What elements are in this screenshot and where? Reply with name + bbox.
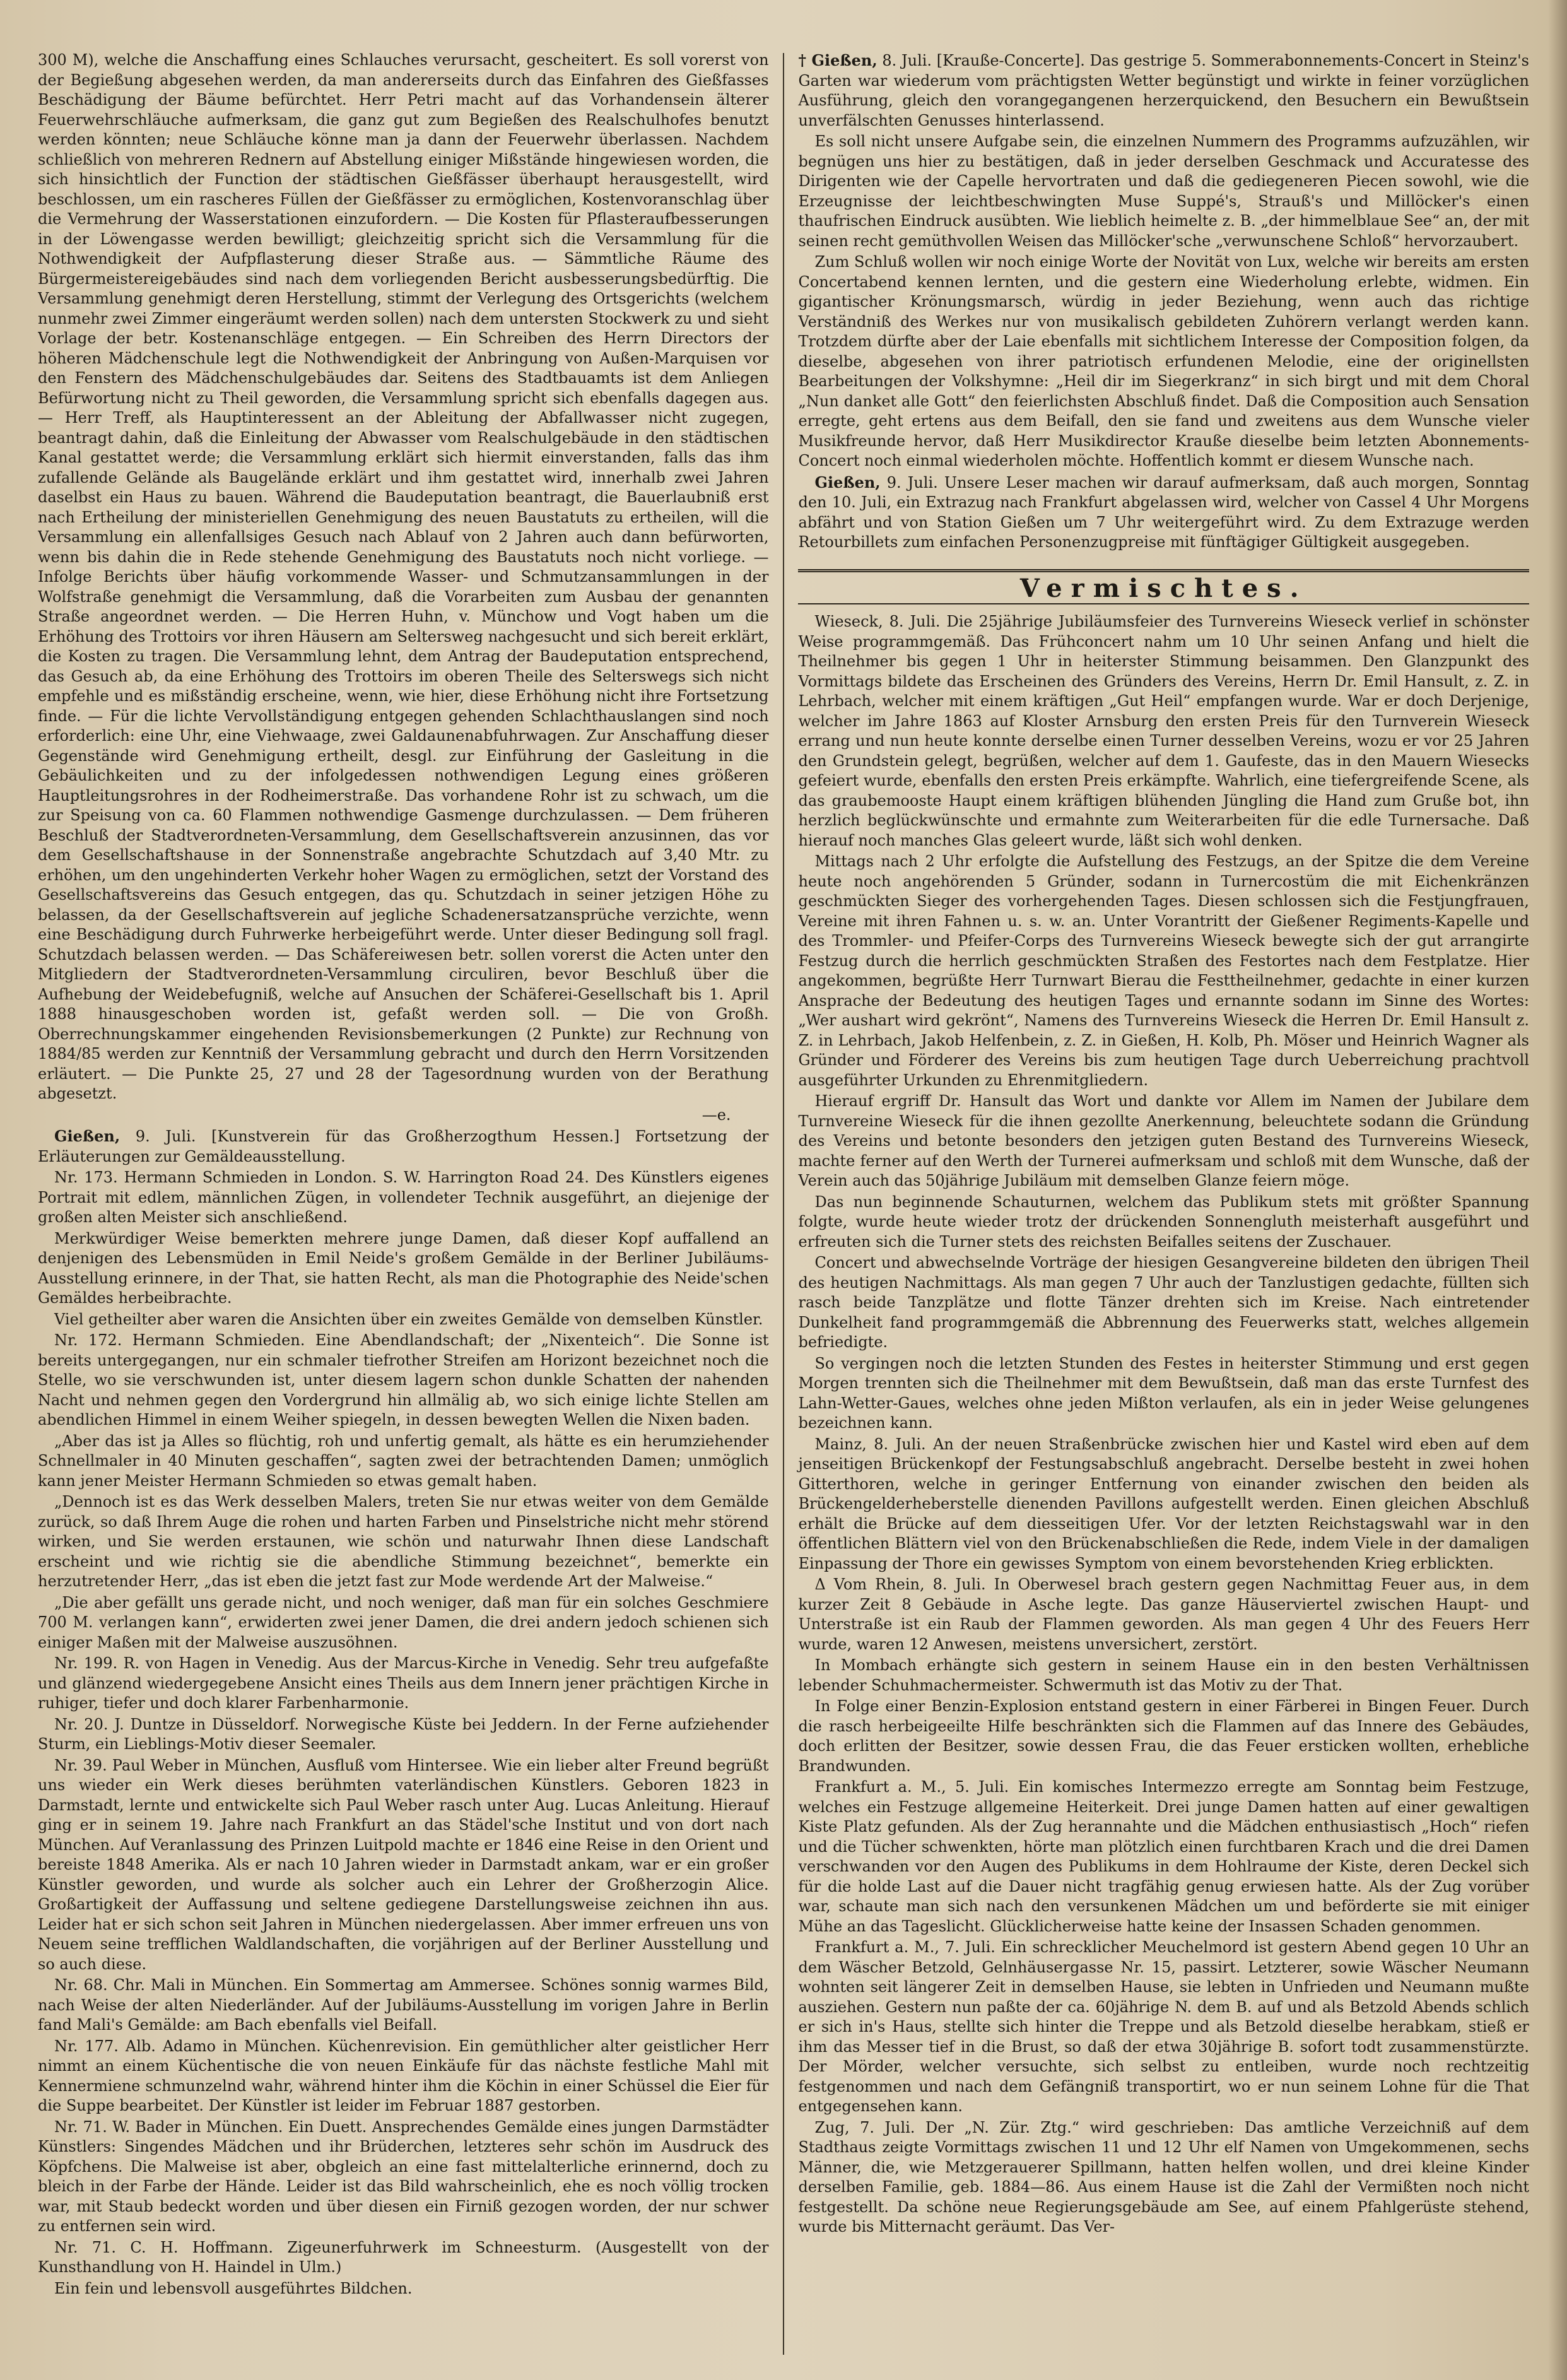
rhein-report-3: In Folge einer Benzin-Explosion entstand gestern in einer Färberei in Bingen Feuer. Durch die rasch herbeigeeilte Hilfe beschränkten sich die Flammen auf das Innere des Gebäudes, doch erlitten der Besitzer, sowie dessen Frau, die das Feuer ersticken wollten, erhebliche Brandwunden.	[798, 1697, 1529, 1775]
concert-report-text: 8. Juli. [Krauße-Concerte]. Das gestrige 5. Sommerabonnements-Concert in Steinz's Garten war wiederum vom prächtigsten Wetter begünstigt und wirkte in feiner vorzüglichen Ausführung, gleich den vorangegangenen herzerquickend, den Besuchern ein Bewußtsein unverfälschten Genusses hinterlassend.	[798, 52, 1529, 129]
page-edge-shadow	[1548, 0, 1567, 2380]
rhein-report-2: In Mombach erhängte sich gestern in seinem Hause ein in den besten Verhältnissen lebender Schuhmachermeister. Schwermuth ist das Motiv zu der That.	[798, 1656, 1529, 1694]
entry-173-remark: Merkwürdiger Weise bemerkten mehrere junge Damen, daß dieser Kopf auffallend an denjenigen des Lebensmüden in Emil Neide's großem Gemälde in der Berliner Jubiläums-Ausstellung erinnere, in der That, sie hatten Recht, als man die Photographie des Neide'schen Gemäldes herbeibrachte.	[38, 1229, 769, 1307]
entry-199: Nr. 199. R. von Hagen in Venedig. Aus der Marcus-Kirche in Venedig. Sehr treu aufgefaßte und glänzend wiedergegebene Ansicht eines Theils aus dem Innern jener prächtigen Kirche in ruhiger, tiefer und doch klarer Farbenharmonie.	[38, 1654, 769, 1712]
entry-173-note: Viel getheilter aber waren die Ansichten über ein zweites Gemälde von demselben Künstler.	[54, 1310, 763, 1328]
columns	[38, 50, 1529, 2355]
kunstverein-intro-text: 9. Juli. [Kunstverein für das Großherzogthum Hessen.] Fortsetzung der Erläuterungen zur Gemäldeausstellung.	[38, 1128, 769, 1165]
mainz-report: Mainz, 8. Juli. An der neuen Straßenbrücke zwischen hier und Kastel wird eben auf dem jenseitigen Brückenkopf der Festungsabschluß angebracht. Derselbe besteht in zwei hohen Gitterthoren, welche in geringer Entfernung von einander zwischen den beiden als Brückengelderheberstelle dienenden Pavillons aufgestellt werden. Einen gleichen Abschluß erhält die Brücke auf dem diesseitigen Ufer. Vor der letzten Reichstagswahl war in den öffentlichen Blättern viel von den Brückenabschließen die Rede, indem Viele in der damaligen Einpassung der Thore ein gewisses Symptom von einem bevorstehenden Krieg erblickten.	[798, 1435, 1529, 1572]
entry-172-quote-3: „Die aber gefällt uns gerade nicht, und noch weniger, daß man für ein solches Geschmiere 700 M. verlangen kann“, erwiderten zwei jener Damen, die drei andern jedoch schienen sich einiger Maßen mit der Malweise auszusöhnen.	[38, 1593, 769, 1651]
section-heading: Vermischtes.	[798, 569, 1529, 605]
entry-172: Nr. 172. Hermann Schmieden. Eine Abendlandschaft; der „Nixenteich“. Die Sonne ist bereits untergegangen, nur ein schmaler tiefrother Streifen am Horizont bezeichnet noch die Stelle, wo sie verschwunden ist, unter diesem lagern schon dunkle Schatten der nahenden Nacht und nehmen gegen den Vordergrund hin allmälig ab, wo sich einige lichte Stellen am abendlichen Himmel in einem Weiher spiegeln, in dessen bewegten Wellen die Nixen baden.	[38, 1331, 769, 1429]
left-column	[38, 50, 783, 2355]
concert-program: Es soll nicht unsere Aufgabe sein, die einzelnen Nummern des Programms aufzuzählen, wir begnügen uns hier zu bestätigen, daß in jeder derselben Geschmack und Accuratesse des Dirigenten wie der Capelle hervortraten und daß die gediegeneren Piecen sowohl, wie die Erzeugnisse der leichtbeschwingten Muse Suppé's, Strauß's und Millöcker's einen thaufrischen Eindruck ausübten. Wie lieblich heimelte z. B. „der himmelblaue See“ an, der mit seinen recht gemüthvollen Weisen das Millöcker'sche „verwunschene Schloß“ hervorzaubert.	[798, 133, 1529, 250]
entry-172-quote-2: „Dennoch ist es das Werk desselben Malers, treten Sie nur etwas weiter von dem Gemälde zurück, so daß Ihrem Auge die rohen und harten Farben und Pinselstriche nicht mehr störend wirken, und Sie werden erstaunen, wie schön und naturwahr Ihnen diese Landschaft erscheint und wie richtig sie die abendliche Stimmung bezeichnet“, bemerkte ein herzutretender Herr, „das ist eben die jetzt fast zur Mode werdende Art der Malweise.“	[38, 1493, 769, 1590]
concert-novelty: Zum Schluß wollen wir noch einige Worte der Novität von Lux, welche wir bereits am ersten Concertabend kennen lernten, und die gestern eine Wiederholung erlebte, widmen. Ein gigantischer Krönungsmarsch, würdig in jeder Beziehung, wenn auch das richtige Verständniß des Werkes nur von musikalisch gebildeten Zuhörern verlangt werden kann. Trotzdem dürfte aber der Laie ebenfalls mit sichtlichem Interesse der Composition folgen, da dieselbe, abgesehen von ihrer patriotisch erfundenen Melodie, eine der originellsten Bearbeitungen der Volkshymne: „Heil dir im Siegerkranz“ in sich birgt und mit dem Choral „Nun danket alle Gott“ den feierlichsten Abschluß findet. Daß die Composition auch Sensation erregte, geht ertens aus dem Beifall, den sie fand und zweitens aus dem Wunsche vieler Musikfreunde hervor, daß Herr Musikdirector Krauße dieselbe beim letzten Abonnements-Concert noch einmal wiederholen möchte. Hoffentlich kommt er diesem Wunsche nach.	[798, 253, 1529, 469]
zug-report: Zug, 7. Juli. Der „N. Zür. Ztg.“ wird geschrieben: Das amtliche Verzeichniß auf dem Stadthaus zeigte Vormittags zwischen 11 und 12 Uhr elf Namen von Umgekommenen, sechs Männer, die, wie Metzgerauerer Spillmann, hatten helfen wollen, und drei kleine Kinder derselben Familie, geb. 1884—86. Aus einem Hause ist die Zahl der Vermißten noch nicht festgestellt. Da schöne neue Regierungsgebäude am See, auf einem Pfahlgerüste stehend, wurde bis Mitternacht geräumt. Das Ver-	[798, 2118, 1529, 2236]
kunstverein-intro	[38, 1126, 769, 1167]
wieseck-3: Hierauf ergriff Dr. Hansult das Wort und dankte vor Allem im Namen der Jubilare dem Turnvereine Wieseck für die ihnen gezollte Anerkennung, beleuchtete sodann die Gründung des Vereins und betonte besonders den jetzigen guten Bestand des Turnvereins Wieseck, machte ferner auf den Werth der Turnerei aufmerksam und schloß mit dem Wunsche, daß der Verein auch das 50jährige Jubiläum mit demselben Glanze feiern möge.	[798, 1092, 1529, 1189]
frankfurt-report-1: Frankfurt a. M., 5. Juli. Ein komisches Intermezzo erregte am Sonntag beim Festzuge, welches ein Festzuge allgemeine Heiterkeit. Drei junge Damen hatten auf einer gewaltigen Kiste Platz gefunden. Als der Zug herannahte und die Mädchen enthusiastisch „Hoch“ riefen und die Tücher schwenkten, hörte man plötzlich einen furchtbaren Krach und die drei Damen verschwanden vor den Augen des Publikums in dem Hohlraume der Kiste, deren Deckel sich für die holde Last auf die Dauer nicht tragfähig genug erwiesen hatte. Als der Zug vorüber war, schaute man sich nach den versunkenen Mädchen um und beförderte sie mit einiger Mühe an das Tageslicht. Glücklicherweise hatte keine der Insassen Schaden genommen.	[798, 1778, 1529, 1935]
entry-177: Nr. 177. Alb. Adamo in München. Küchenrevision. Ein gemüthlicher alter geistlicher Herr nimmt an einem Küchentische die von neuen Einkäufe für das nächste festliche Mahl mit Kennermiene schmunzelnd wahr, während hinter ihm die Köchin in einer Schüssel die Eier für die Suppe bearbeitet. Der Künstler ist leider im Februar 1887 gestorben.	[38, 2037, 769, 2114]
entry-68: Nr. 68. Chr. Mali in München. Ein Sommertag am Ammersee. Schönes sonnig warmes Bild, nach Weise der alten Niederländer. Auf der Jubiläums-Ausstellung im vorigen Jahre in Berlin fand Mali's Gemälde: am Bach ebenfalls viel Beifall.	[38, 1976, 769, 2034]
rhein-report-1: Δ Vom Rhein, 8. Juli. In Oberwesel brach gestern gegen Nachmittag Feuer aus, in dem kurzer Zeit 8 Gebäude in Asche legte. Das ganze Häuserviertel zwischen Haupt- und Unterstraße ist ein Raub der Flammen geworden. Als man gegen 4 Uhr des Feuers Herr wurde, waren 12 Anwesen, meistens unversichert, zerstört.	[798, 1576, 1529, 1653]
entry-71-note: Ein fein und lebensvoll ausgeführtes Bildchen.	[54, 2279, 413, 2297]
dateline-train: Gießen,	[814, 473, 881, 492]
entry-173: Nr. 173. Hermann Schmieden in London. S. W. Harrington Road 24. Des Künstlers eigenes Portrait mit edlem, männlichen Zügen, in vollendeter Technik ausgeführt, an diejenige der großen alten Meister sich anschließend.	[38, 1169, 769, 1226]
wieseck-4: Das nun beginnende Schauturnen, welchem das Publikum stets mit größter Spannung folgte, wurde heute wieder trotz der drückenden Sonnengluth meisterhaft ausgeführt und erfreuten sich die Turner stets des reichsten Beifalles seitens der Zuschauer.	[798, 1193, 1529, 1251]
concert-report	[798, 50, 1529, 131]
entry-71-hoffmann: Nr. 71. C. H. Hoffmann. Zigeunerfuhrwerk im Schneesturm. (Ausgestellt von der Kunsthandlung von H. Haindel in Ulm.)	[38, 2238, 769, 2276]
wieseck-5: Concert und abwechselnde Vorträge der hiesigen Gesangvereine bildeten den übrigen Theil des heutigen Nachmittags. Als man gegen 7 Uhr auch der Tanzlustigen gedachte, füllten sich rasch beide Tanzplätze und flotte Tänzer drehten sich im Kreise. Nach eintretender Dunkelheit fand programmgemäß die Abbrennung des Feuerwerks statt, welches allgemein befriedigte.	[798, 1254, 1529, 1351]
wieseck-6: So vergingen noch die letzten Stunden des Festes in heiterster Stimmung und erst gegen Morgen trennten sich die Theilnehmer mit dem Bewußtsein, daß man das erste Turnfest des Lahn-Wetter-Gaues, welches ohne jeden Mißton verlaufen, als ein in jeder Weise gelungenes bezeichnen kann.	[798, 1354, 1529, 1432]
wieseck-2: Mittags nach 2 Uhr erfolgte die Aufstellung des Festzugs, an der Spitze die dem Vereine heute noch angehörenden 5 Gründer, sodann in Turnercostüm die mit Eichenkränzen geschmückten Sieger des vorhergehenden Tages. Diesen schlossen sich die Festjungfrauen, Vereine mit ihren Fahnen u. s. w. an. Unter Vorantritt der Gießener Regiments-Kapelle und des Trommler- und Pfeifer-Corps des Turnvereins Wieseck bewegte sich der gut arrangirte Festzug durch die herrlich geschmückten Straßen des Festortes nach dem Festplatze. Hier angekommen, begrüßte Herr Turnwart Bierau die Festtheilnehmer, gedachte in einer kurzen Ansprache der Bedeutung des heutigen Tages und ernannte sodann im Sinne des Wortes: „Wer aushart wird gekrönt“, Namens des Turnvereins Wieseck die Herren Dr. Emil Hansult z. Z. in Lehrbach, Jakob Helfenbein, z. Z. in Gießen, H. Kolb, Ph. Möser und Heinrich Wagner als Gründer und Förderer des Vereins bis zum heutigen Tage durch Ueberreichung prachtvoll ausgeführter Urkunden zu Ehrenmitgliedern.	[798, 852, 1529, 1089]
entry-39: Nr. 39. Paul Weber in München, Ausfluß vom Hintersee. Wie ein lieber alter Freund begrüßt uns wieder ein Werk dieses berühmten vaterländischen Künstlers. Geboren 1823 in Darmstadt, lernte und entwickelte sich Paul Weber rasch unter Aug. Lucas Anleitung. Hierauf ging er in seinem 19. Jahre nach Frankfurt an das Städel'sche Institut und von dort nach München. Auf Veranlassung des Prinzen Luitpold machte er 1846 eine Reise in den Orient und bereiste 1848 Amerika. Als er nach 10 Jahren wieder in Darmstadt ankam, war er ein großer Künstler geworden, und wurde als solcher auch ein Lehrer der Großherzogin Alice. Großartigkeit der Auffassung und seltene gediegene Darstellungsweise zeichnen ihn aus. Leider hat er sich schon seit Jahren in München niedergelassen. Aber immer erfreuen uns von Neuem seine trefflichen Waldlandschaften, die vorjährigen auf der Berliner Ausstellung und so auch diese.	[38, 1756, 769, 1973]
wieseck-1: Wieseck, 8. Juli. Die 25jährige Jubiläumsfeier des Turnvereins Wieseck verlief in schönster Weise programmgemäß. Das Frühconcert nahm um 10 Uhr seinen Anfang und hielt die Theilnehmer bis gegen 1 Uhr in heiterster Stimmung beisammen. Den Glanzpunkt des Vormittags bildete das Erscheinen des Gründers des Vereins, Herrn Dr. Emil Hansult, z. Z. in Lehrbach, welcher mit einem kräftigen „Gut Heil“ empfangen wurde. War er doch Derjenige, welcher im Jahre 1863 auf Kloster Arnsburg den ersten Preis für den Turnverein Wieseck errang und nun heute konnte derselbe einen Turner desselben Vereins, wozu er vor 25 Jahren den Grundstein gelegt, begrüßen, welcher auf dem 1. Gaufeste, das in den Mauern Wiesecks gefeiert wurde, ebenfalls den ersten Preis erkämpfte. Wahrlich, eine tiefergreifende Scene, als das graubemooste Haupt einem kräftigen blühenden Jüngling die Hand zum Gruße bot, ihn herzlich beglückwünschte und ermahnte zum Weiterarbeiten für die edle Turnersache. Daß hierauf noch manches Glas geleert wurde, läßt sich wohl denken.	[798, 613, 1529, 849]
entry-71-bader: Nr. 71. W. Bader in München. Ein Duett. Ansprechendes Gemälde eines jungen Darmstädter Künstlers: Singendes Mädchen und ihr Brüderchen, letzteres sehr schön im Ausdruck des Köpfchens. Die Malweise ist aber, obgleich an eine fast mittelalterliche erinnernd, doch zu bleich in der Farbe der Hände. Leider ist das Bild wahrscheinlich, ehe es noch völlig trocken war, mit Staub bedeckt worden und über diesen ein Firniß gezogen worden, der nur schwer zu entfernen sein wird.	[38, 2118, 769, 2235]
entry-172-quote-1: „Aber das ist ja Alles so flüchtig, roh und unfertig gemalt, als hätte es ein herumziehender Schnellmaler in 40 Minuten geschaffen“, sagten zwei der betrachtenden Damen; unmöglich kann jener Meister Hermann Schmieden so etwas gemalt haben.	[38, 1432, 769, 1490]
extra-train-text: 9. Juli. Unsere Leser machen wir darauf aufmerksam, daß auch morgen, Sonntag den 10. Juli, ein Extrazug nach Frankfurt abgelassen wird, welcher von Cassel 4 Uhr Morgens abfährt und von Station Gießen um 7 Uhr weitergeführt wird. Zu dem Extrazuge werden Retourbillets zum einfachen Personenzugpreise mit fünftägiger Gültigkeit ausgegeben.	[798, 473, 1529, 551]
author-signature: —e.	[701, 1105, 731, 1124]
council-report: 300 M), welche die Anschaffung eines Schlauches verursacht, gescheitert. Es soll vorerst von der Begießung abgesehen werden, da man andererseits durch das Einfahren des Gießfasses Beschädigung der Bäume befürchtet. Herr Petri macht auf das Vorhandensein älterer Feuerwehrschläuche aufmerksam, die ganz gut zum Begießen des Realschulhofes benutzt werden könnten; neue Schläuche könne man ja dann der Feuerwehr überlassen. Nachdem schließlich von mehreren Rednern auf Abstellung einiger Mißstände hingewiesen worden, die sich hinsichtlich der Function der städtischen Gießfässer überhaupt herausgestellt, wird beschlossen, um ein rascheres Füllen der Gießfässer zu ermöglichen, Kostenvoranschlag über die Vermehrung der Wasserstationen einzufordern. — Die Kosten für Pflasteraufbesserungen in der Löwengasse werden bewilligt; gleichzeitig spricht sich die Versammlung für die Nothwendigkeit der Aufpflasterung dieser Straße aus. — Sämmtliche Räume des Bürgermeistereigebäudes sind nach dem vorliegenden Bericht ausbesserungsbedürftig. Die Versammlung genehmigt deren Herstellung, stimmt der Verlegung des Ortsgerichts (welchem nunmehr zwei Zimmer eingeräumt werden sollen) nach dem untersten Stockwerk zu und sieht Vorlage der betr. Kostenanschläge entgegen. — Ein Schreiben des Herrn Directors der höheren Mädchenschule legt die Nothwendigkeit der Anbringung von Außen-Marquisen vor den Fenstern des Mädchenschulgebäudes dar. Seitens des Stadtbauamts ist dem Anliegen Befürwortung nicht zu Theil geworden, die Versammlung spricht sich ebenfalls dagegen aus. — Herr Treff, als Hauptinteressent an der Ableitung der Abfallwasser nicht zugegen, beantragt dahin, daß die Einleitung der Abwasser vom Realschulgebäude in den städtischen Kanal gestattet werde; die Versammlung erklärt sich hiermit einverstanden, falls das ihm zufallende Gelände als Baugelände erklärt und ihm gestattet wird, innerhalb zwei Jahren daselbst ein Haus zu bauen. Während die Baudeputation beantragt, die Bauerlaubniß erst nach Ertheilung der ministeriellen Genehmigung des neuen Baustatuts zu ertheilen, will die Versammlung ein allenfallsiges Gesuch nach Ablauf von 2 Jahren auch dann befürworten, wenn bis dahin die in Rede stehende Genehmigung des Baustatuts noch nicht vorliege. — Infolge Berichts über häufig vorkommende Wasser- und Schmutzansammlungen in der Wolfstraße genehmigt die Versammlung, daß die Vorarbeiten zum Ausbau der genannten Straße angeordnet werden. — Die Herren Huhn, v. Münchow und Vogt haben um die Erhöhung des Trottoirs vor ihren Häusern am Seltersweg nachgesucht und sich bereit erklärt, die Kosten zu tragen. Die Versammlung lehnt, dem Antrag der Baudeputation entsprechend, das Gesuch ab, da eine Erhöhung des Trottoirs im oberen Theile des Selterswegs sich nicht empfehle und es mißständig erscheine, wenn, wie hier, diese Erhöhung nicht ihre Fortsetzung finde. — Für die lichte Vervollständigung entgegen gehenden Schlachthauslangen sind noch erforderlich: eine Uhr, eine Viehwaage, zwei Galdaunenabfuhrwagen. Zur Anschaffung dieser Gegenstände wird Genehmigung ertheilt, desgl. zur Einführung der Gasleitung in die Gebäulichkeiten und zu der infolgedessen nothwendigen Legung eines größeren Hauptleitungsrohres in der Rodheimerstraße. Das vorhandene Rohr ist zu schwach, um die zur Speisung von ca. 60 Flammen nothwendige Gasmenge durchzulassen. — Dem früheren Beschluß der Stadtverordneten-Versammlung, dem Gesellschaftsverein anzusinnen, das vor dem Gesellschaftshause in der Sonnenstraße angebrachte Schutzdach auf 3,40 Mtr. zu erhöhen, um den ungehinderten Verkehr hoher Wagen zu ermöglichen, setzt der Vorstand des Gesellschaftsvereins das Gesuch entgegen, das qu. Schutzdach in seiner jetzigen Höhe zu belassen, da der Gesellschaftsverein auf jegliche Schadenersatzansprüche verzichte, wenn eine Beschädigung durch Fuhrwerke herbeigeführt werde. Unter dieser Bedingung soll fragl. Schutzdach belassen werden. — Das Schäfereiwesen betr. sollen vorerst die Acten unter den Mitgliedern der Stadtverordneten-Versammlung circuliren, bevor Beschluß über die Aufhebung der Weidebefugniß, welche auf Ansuchen der Schäferei-Gesellschaft bis 1. April 1888 hinausgeschoben worden ist, gefaßt werden soll. — Die von Großh. Oberrechnungskammer eingehenden Revisionsbemerkungen (2 Punkte) zur Rechnung von 1884/85 werden zur Kenntniß der Versammlung gebracht und durch den Herrn Vorsitzenden erläutert. — Die Punkte 25, 27 und 28 der Tagesordnung wurden von der Berathung abgesetzt.	[38, 51, 769, 1102]
frankfurt-report-2: Frankfurt a. M., 7. Juli. Ein schrecklicher Meuchelmord ist gestern Abend gegen 10 Uhr an dem Wäscher Betzold, Gelnhäusergasse Nr. 15, passirt. Letzterer, sowie Wäscher Neumann wohnten seit längerer Zeit in demselben Hause, sie lebten in Unfrieden und Neumann mußte ausziehen. Gestern nun paßte der ca. 60jährige N. dem B. auf und als Betzold Abends schlich er sich in's Haus, stellte sich hinter die Treppe und als Betzold dieselbe herabkam, stieß er ihm das Messer tief in die Brust, so daß der etwa 30jährige B. sofort todt zusammenstürzte. Der Mörder, welcher versuchte, sich selbst zu entleiben, wurde noch rechtzeitig festgenommen und nach dem Gefängniß transportirt, wo er nun seinem Lohne für die That entgegensehen kann.	[798, 1938, 1529, 2115]
dateline-giessen: Gießen,	[54, 1127, 120, 1145]
dateline-concert: † Gießen,	[798, 51, 877, 69]
right-column	[784, 50, 1529, 2355]
entry-20: Nr. 20. J. Duntze in Düsseldorf. Norwegische Küste bei Jeddern. In der Ferne aufziehender Sturm, ein Lieblings-Motiv dieser Seemaler.	[38, 1715, 769, 1753]
extra-train-notice	[798, 473, 1529, 553]
